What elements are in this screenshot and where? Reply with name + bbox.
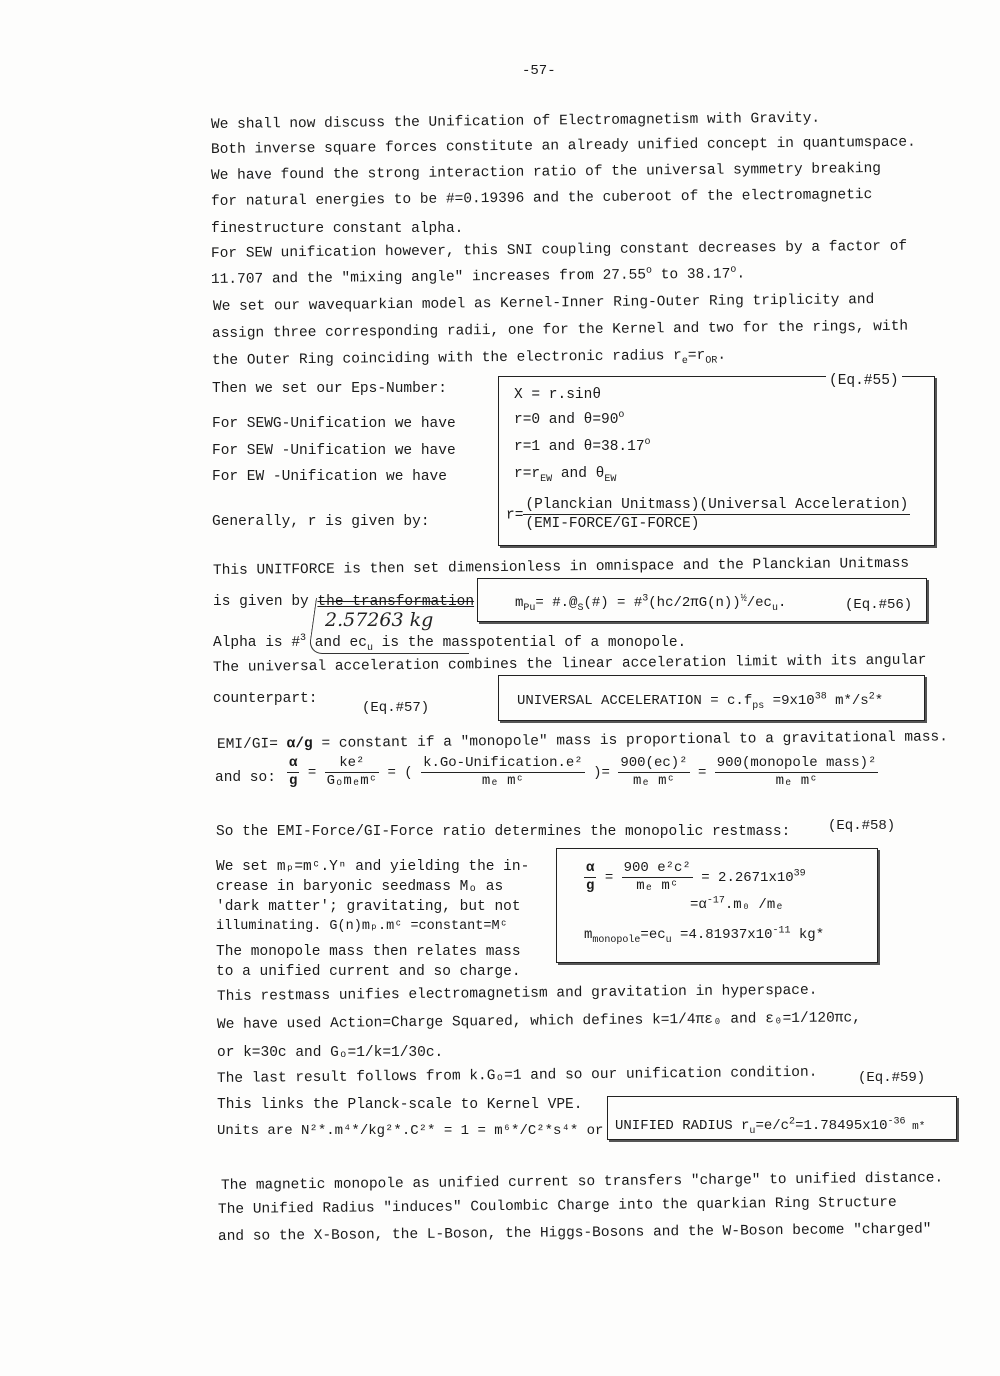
b0-den: ɡ xyxy=(586,878,595,894)
ua-exp: 38 xyxy=(814,691,827,703)
closing-line-3: and so the X-Boson, the L-Boson, the Higgs-Bosons and the W-Boson become "charged" xyxy=(217,1221,932,1245)
f2-num: ke² xyxy=(325,755,379,773)
eq58-row3 xyxy=(584,926,824,944)
closing-line-2: The Unified Radius "induces" Coulombic Charge into the quarkian Ring Structure xyxy=(217,1194,897,1218)
alpha-b: and ec xyxy=(306,635,367,651)
alpha-over-g xyxy=(287,755,299,790)
eq58-row1 xyxy=(584,860,806,895)
general-label: Generally, r is given by: xyxy=(212,514,430,530)
ur-label: UNIFIED RADIUS r xyxy=(615,1118,750,1134)
sewg-label: For SEWG-Unification we have xyxy=(212,416,456,432)
ur-sup: 2 xyxy=(789,1116,796,1128)
r-equals: r= xyxy=(506,507,524,524)
f3-num: k.Go-Unification.e² xyxy=(423,755,583,771)
b1-frac xyxy=(622,860,693,895)
b3-unit: kg* xyxy=(790,927,825,943)
sub-e: e xyxy=(681,355,688,367)
page-number: -57- xyxy=(522,63,556,79)
intro-line-2: Both inverse square forces constitute an already unified concept in quantumspace. xyxy=(210,134,916,158)
intro-line-3: We have found the strong interaction ratio of the universal symmetry breaking xyxy=(210,160,882,184)
eq57-tag: (Eq.#57) xyxy=(362,700,430,716)
dot: . xyxy=(717,347,727,364)
paren-close: )= xyxy=(593,765,610,782)
sub-or: OR xyxy=(705,355,718,367)
eq55-row4-b: and θ xyxy=(552,466,605,482)
pu-sub: Pu xyxy=(523,602,536,614)
b3-rest: =ec xyxy=(640,927,666,943)
b3-val: =4.81937x10 xyxy=(671,927,773,943)
handwritten-note: 2.57263 kg xyxy=(325,609,434,631)
ua-label: UNIVERSAL ACCELERATION = c.f xyxy=(517,693,753,709)
intro-line-7 xyxy=(211,265,745,289)
eq55-row4-a: r=r xyxy=(514,466,541,482)
ur-exp: -36 xyxy=(887,1116,906,1128)
eq55-row4 xyxy=(514,465,616,483)
eq55-row3-text: r=1 and θ=38.17 xyxy=(514,439,645,455)
rest-line-6: Units are N²*.m⁴*/kg²*.C²* = 1 = m⁶*/C²*s⁴* or xyxy=(217,1123,604,1139)
three-sup: 3 xyxy=(642,593,649,605)
ur-sub: u xyxy=(749,1125,756,1137)
f3-den: mₑ mᶜ xyxy=(481,773,524,789)
r-numerator: (Planckian Unitmass)(Universal Acceleration) xyxy=(525,497,909,513)
half-sup: ½ xyxy=(740,593,747,605)
degree-sup-4: o xyxy=(644,437,651,449)
eq55-fraction xyxy=(506,496,910,533)
b2-exp: -17 xyxy=(706,895,725,907)
degree-sup-2: o xyxy=(730,264,737,276)
ratio-left-2: crease in baryonic seedmass Mₒ as xyxy=(216,879,504,895)
r-fraction xyxy=(523,496,910,533)
unitforce-line-1: This UNITFORCE is then set dimensionless in omnispace and the Planckian Unitmass xyxy=(212,555,910,579)
intro-line-7-text: 11.707 and the "mixing angle" increases from 27.55 xyxy=(210,267,647,288)
u-sub-2: u xyxy=(366,642,373,654)
eq55-row2-text: r=0 and θ=90 xyxy=(514,412,619,428)
intro-line-8: We set our wavequarkian model as Kernel-Inner Ring-Outer Ring triplicity and xyxy=(212,292,875,315)
eq58-row2 xyxy=(690,896,784,914)
accel-line-1: The universal acceleration combines the linear acceleration limit with its angular xyxy=(212,652,927,676)
s-sub: S xyxy=(577,602,584,614)
eq-r: =r xyxy=(687,347,706,365)
u-sub: u xyxy=(771,602,778,614)
b3-sub: monopole xyxy=(592,934,641,946)
emi-b: α/ɡ xyxy=(286,735,313,753)
rest-line-2: We have used Action=Charge Squared, which defines k=1/4πε₀ and ε₀=1/120πc, xyxy=(216,1010,861,1033)
given-by: is given by xyxy=(213,594,318,610)
b2-a: =α xyxy=(690,897,707,913)
intro-line-10-text: the Outer Ring coinciding with the electronic radius r xyxy=(211,348,682,369)
b1-num: 900 e²c² xyxy=(623,860,691,876)
alpha-d: masspotential of a monopole. xyxy=(442,635,687,651)
r-denominator: (EMI-FORCE/GI-FORCE) xyxy=(525,516,700,532)
eq55-tag: (Eq.#55) xyxy=(826,372,902,390)
emi-line xyxy=(217,728,948,754)
eq59-content xyxy=(615,1117,925,1136)
ua-unit-exp: 2 xyxy=(868,691,875,703)
eq55-row2 xyxy=(514,411,624,429)
intro-line-4: for natural energies to be #=0.19396 and the cuberoot of the electromagnetic xyxy=(210,187,873,210)
ratio-left-4: illuminating. G(n)mₚ.mᶜ =constant=Mᶜ xyxy=(216,919,508,934)
eq56-c: (hc/2πG(n)) xyxy=(648,595,741,611)
ew-label: For EW -Unification we have xyxy=(212,469,447,485)
degree-sup: o xyxy=(645,265,653,277)
ratio-left-1: We set mₚ=mᶜ.Yⁿ and yielding the in- xyxy=(216,859,530,875)
ec-frac xyxy=(618,755,689,790)
b2-rest: .m₀ /mₑ xyxy=(724,897,784,913)
ratio-left-6: to a unified current and so charge. xyxy=(216,964,521,980)
intro-line-9: assign three corresponding radii, one for the Kernel and two for the rings, with xyxy=(211,318,909,342)
intro-line-5: finestructure constant alpha. xyxy=(211,221,464,237)
sew-label: For SEW -Unification we have xyxy=(212,443,456,459)
b3-m: m xyxy=(584,927,593,943)
f4-num: 900(ec)² xyxy=(620,755,688,771)
intro-line-6: For SEW unification however, this SNI coupling constant decreases by a factor of xyxy=(210,238,908,262)
eps-label: Then we set our Eps-Number: xyxy=(212,381,447,397)
degree-sup-3: o xyxy=(618,410,625,422)
b1-eq: = xyxy=(604,870,614,887)
ur-rest: =e/c xyxy=(755,1118,790,1134)
emi-equation xyxy=(287,755,878,790)
b1-den: mₑ mᶜ xyxy=(636,878,679,894)
intro-line-1: We shall now discuss the Unification of Electromagnetism with Gravity. xyxy=(210,110,821,133)
kgo-frac xyxy=(421,755,585,790)
alpha-c: is the xyxy=(372,635,443,651)
f1-num: α xyxy=(289,755,298,771)
f1-den: ɡ xyxy=(289,773,298,789)
eq56-dot: . xyxy=(777,595,787,611)
m-pu: m xyxy=(515,595,524,611)
ratio-left-3: 'dark matter'; gravitating, but not xyxy=(216,899,521,915)
three-sup-2: 3 xyxy=(300,633,307,645)
ke2-frac xyxy=(325,755,379,790)
b1-value: = 2.2671x10 xyxy=(701,870,794,887)
accel-line-2: counterpart: xyxy=(213,691,318,707)
eq56-content xyxy=(515,594,786,612)
rest-line-1: This restmass unifies electromagnetism and gravitation in hyperspace. xyxy=(216,982,818,1005)
ratio-left-5: The monopole mass then relates mass xyxy=(216,944,521,960)
rest-line-3: or k=30c and Gₒ=1/k=1/30c. xyxy=(217,1045,444,1061)
ua-star: * xyxy=(874,693,884,709)
f5-num: 900(monopole mass)² xyxy=(716,755,877,771)
paren-open: = ( xyxy=(387,765,413,782)
eq59-tag: (Eq.#59) xyxy=(858,1070,926,1086)
the-transformation: the transformation xyxy=(317,594,475,610)
ps-sub: ps xyxy=(752,700,765,712)
eq56-a: = #.@ xyxy=(535,595,578,611)
eq55-row1: X = r.sinθ xyxy=(514,387,602,403)
intro-line-10 xyxy=(212,347,726,370)
and-so: and so: xyxy=(215,770,276,786)
eq55-row4-sub2: EW xyxy=(604,473,617,485)
alpha-over-g-2 xyxy=(584,860,596,895)
eq55-row3 xyxy=(514,438,651,456)
eq55-row4-sub: EW xyxy=(540,473,553,485)
alpha-a: Alpha is # xyxy=(213,635,301,651)
f5-den: mₑ mᶜ xyxy=(775,773,818,789)
ur-unit: m* xyxy=(905,1121,926,1133)
ua-value: =9x10 xyxy=(764,693,815,709)
eq56-b: (#) = # xyxy=(583,595,643,611)
eq-2: = xyxy=(697,765,707,782)
eq-1: = xyxy=(307,765,317,782)
eq57-content xyxy=(517,692,883,710)
emi-c: = constant if a "monopole" mass is proportional to a gravitational mass. xyxy=(312,729,948,752)
closing-line-1: The magnetic monopole as unified current so transfers "charge" to unified distance. xyxy=(220,1170,944,1194)
b3-exp: -11 xyxy=(772,925,791,937)
ua-unit: m*/s xyxy=(826,693,869,709)
f2-den: Gₒmₑmᶜ xyxy=(326,773,378,789)
b1-exp: 39 xyxy=(793,868,806,880)
b3-u: u xyxy=(665,934,672,946)
alpha-line xyxy=(213,634,686,652)
rest-line-4: The last result follows from k.Gₒ=1 and so our unification condition. xyxy=(216,1064,818,1087)
eq56-d: /ec xyxy=(746,595,772,611)
to-value: to 38.17 xyxy=(651,266,731,284)
eq58-tag: (Eq.#58) xyxy=(828,818,896,834)
eq56-tag: (Eq.#56) xyxy=(845,597,913,613)
ur-val: =1.78495x10 xyxy=(795,1118,888,1134)
ratio-line: So the EMI-Force/GI-Force ratio determines the monopolic restmass: xyxy=(216,824,791,840)
emi-a: EMI/GI= xyxy=(216,736,287,753)
monopole-frac xyxy=(715,755,879,790)
rest-line-5: This links the Planck-scale to Kernel VPE. xyxy=(217,1097,583,1113)
b0-num: α xyxy=(586,860,595,876)
f4-den: mₑ mᶜ xyxy=(632,773,675,789)
period: . xyxy=(736,266,746,283)
